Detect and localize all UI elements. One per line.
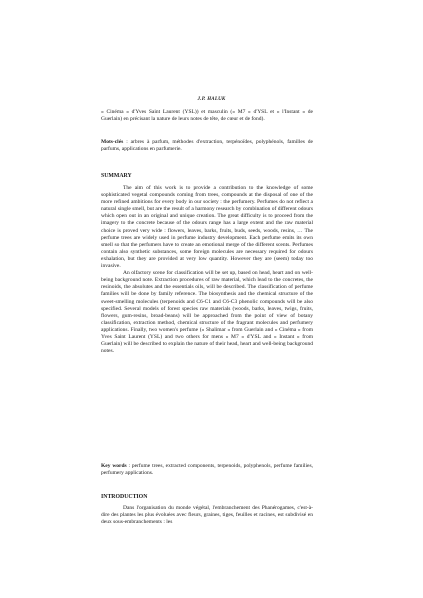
mots-cles-text: : arbres à parfum, méthodes d'extraction, terpénoïdes, polyphénols, familles de parfums, applications en parfumerie. — [101, 139, 313, 153]
introduction-body — [101, 505, 313, 526]
summary-paragraph-1: The aim of this work is to provide a contribution to the knowledge of some sophisticated vegetal compounds coming from trees, compounds at the disposal of one of the more refined ambitions for every body in our society : the perfumery. Perfumes do not reflect a natural single smell, but are the result of a harmony research by combination of different odours which open out in an original and unique creation. The great difficulty is to proceed from the imagery to the concrete because of the odours range has a large extent and the raw material choice is proved very wide : flowers, leaves, barks, fruits, buds, seeds, woods, resins, … The perfume trees are widely used in perfume industry development. Each perfume emits its own smell so that the perfumers have to create an emotional merge of the different scents. Perfumes contain also synthetic substances, some foreign molecules are necessary required for odours exhalation, but they are provided at very low quantity. However they are (seem) today too invasive. — [101, 185, 313, 270]
french-abstract-fragment — [101, 109, 313, 123]
keywords-label: Key words — [101, 463, 127, 469]
introduction-heading-block — [101, 494, 313, 501]
summary-heading: SUMMARY — [101, 173, 132, 179]
mots-cles-label: Mots-clés — [101, 139, 124, 145]
summary-paragraph-2: An olfactory scene for classification will be set up, based on head, heart and on well-being background note. Extraction procedures of raw material, which lead to the concretes, the resinoids, the absolutes and the essentials oils, will be described. The classification of perfume families will be done by family reference. The biosynthesis and the chemical structure of the sweet-smelling molecules (terpenoids and C6-C1 and C6-C3 phenolic compounds will be also specified. Several models of forest species raw materials (woods, barks, leaves, twigs, fruits, flowers, gum-resins, broad-beans) will be approached from the point of view of botany classification, extraction method, chemical structure of the fragrant molecules and perfumery applications. Finally, two women's perfume (« Shalimar » from Guerlain and « Cinéma » from Yves Saint Laurent (YSL) and two others for mens « M7 » d'YSL and « Instant » from Guerlain) will be described to explain the nature of their head, heart and well-being background notes. — [101, 270, 313, 355]
keywords-paragraph — [101, 463, 313, 477]
keywords-block — [101, 463, 313, 477]
summary-body — [101, 185, 313, 355]
introduction-heading: INTRODUCTION — [101, 494, 148, 500]
keywords-text: : perfume trees, extracted components, terpenoids, polyphenols, perfume families, perfumery applications. — [101, 463, 313, 477]
summary-heading-block — [101, 173, 313, 180]
abstract-fragment-text: « Cinéma » d'Yves Saint Laurent (YSL)) et masculin (« M7 » d'YSL et « l'Instant » de Guerlain) en précisant la nature de leurs notes de tête, de cœur et de fond). — [101, 109, 313, 123]
mots-cles-block — [101, 139, 313, 153]
running-head: J.P. HALUK — [197, 97, 226, 102]
introduction-paragraph: Dans l'organisation du monde végétal, l'embranchement des Phanérogames, c'est-à-dire des plantes les plus évoluées avec fleurs, graines, tiges, feuilles et racines, est subdivisé en deux sous-embranchements : les — [101, 505, 313, 526]
mots-cles-paragraph — [101, 139, 313, 153]
